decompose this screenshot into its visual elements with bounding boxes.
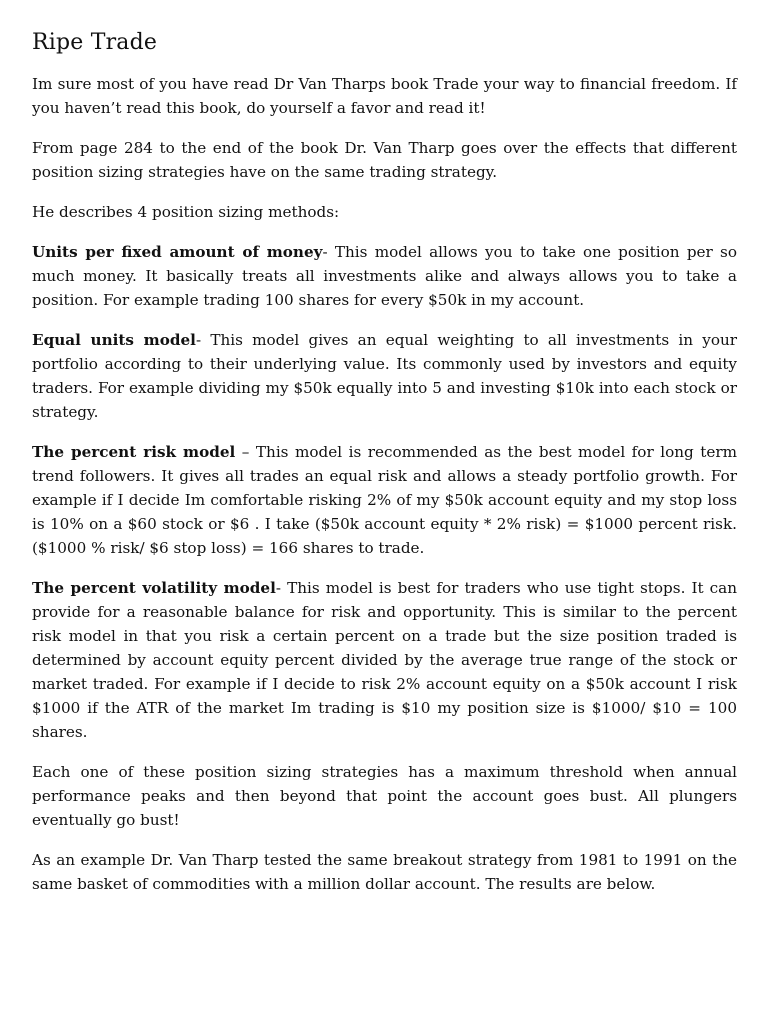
equal-units-body: - This model gives an equal weighting to all investments in your portfolio according to their underlying value. Its commonly used by investors and equity traders. For example dividing my $50k equally into 5 and investing $10k into each stock or strategy.	[32, 331, 738, 421]
paragraph-example: As an example Dr. Van Tharp tested the same breakout strategy from 1981 to 1991 on the same basket of commodities with a million dollar account. The results are below.	[32, 851, 737, 893]
percent-risk-body: – This model is recommended as the best model for long term trend followers. It gives all trades an equal risk and allows a steady portfolio growth. For example if I decide Im comfortable risking 2% of my $50k account equity and my stop loss is 10% on a $60 stock or $6 . I take ($50k account equity * 2% risk) = $1000 percent risk. ($1000 % risk/ $6 stop loss) = 166 shares to trade.	[32, 443, 737, 557]
document-page	[32, 28, 737, 912]
paragraph-threshold: Each one of these position sizing strategies has a maximum threshold when annual performance peaks and then beyond that point the account goes bust. All plungers eventually go bust!	[32, 763, 737, 829]
paragraph-percent-risk	[32, 440, 737, 560]
percent-volatility-heading: The percent volatility model	[32, 579, 276, 597]
paragraph-methods-intro: He describes 4 position sizing methods:	[32, 203, 340, 221]
paragraph-intro: Im sure most of you have read Dr Van Tharps book Trade your way to financial freedom. If you haven’t read this book, do yourself a favor and read it!	[32, 75, 737, 117]
units-fixed-amount-body: - This model allows you to take one position per so much money. It basically treats all investments alike and always allows you to take a position. For example trading 100 shares for every $50k in my account.	[32, 243, 737, 309]
percent-volatility-body: - This model is best for traders who use tight stops. It can provide for a reasonable balance for risk and opportunity. This is similar to the percent risk model in that you risk a certain percent on a trade but the size position traded is determined by account equity percent divided by the average true range of the stock or market traded. For example if I decide to risk 2% account equity on a $50k account I risk $1000 if the ATR of the market Im trading is $10 my position size is $1000/ $10 = 100 shares.	[32, 579, 738, 741]
percent-risk-heading: The percent risk model	[32, 443, 236, 461]
equal-units-heading: Equal units model	[32, 331, 196, 349]
paragraph-percent-volatility	[32, 576, 737, 744]
document-title: Ripe Trade	[32, 30, 158, 55]
paragraph-units-fixed-amount	[32, 240, 737, 312]
paragraph-page-reference: From page 284 to the end of the book Dr. Van Tharp goes over the effects that different position sizing strategies have on the same trading strategy.	[32, 139, 737, 181]
paragraph-equal-units	[32, 328, 737, 424]
units-fixed-amount-heading: Units per fixed amount of money	[32, 243, 323, 261]
